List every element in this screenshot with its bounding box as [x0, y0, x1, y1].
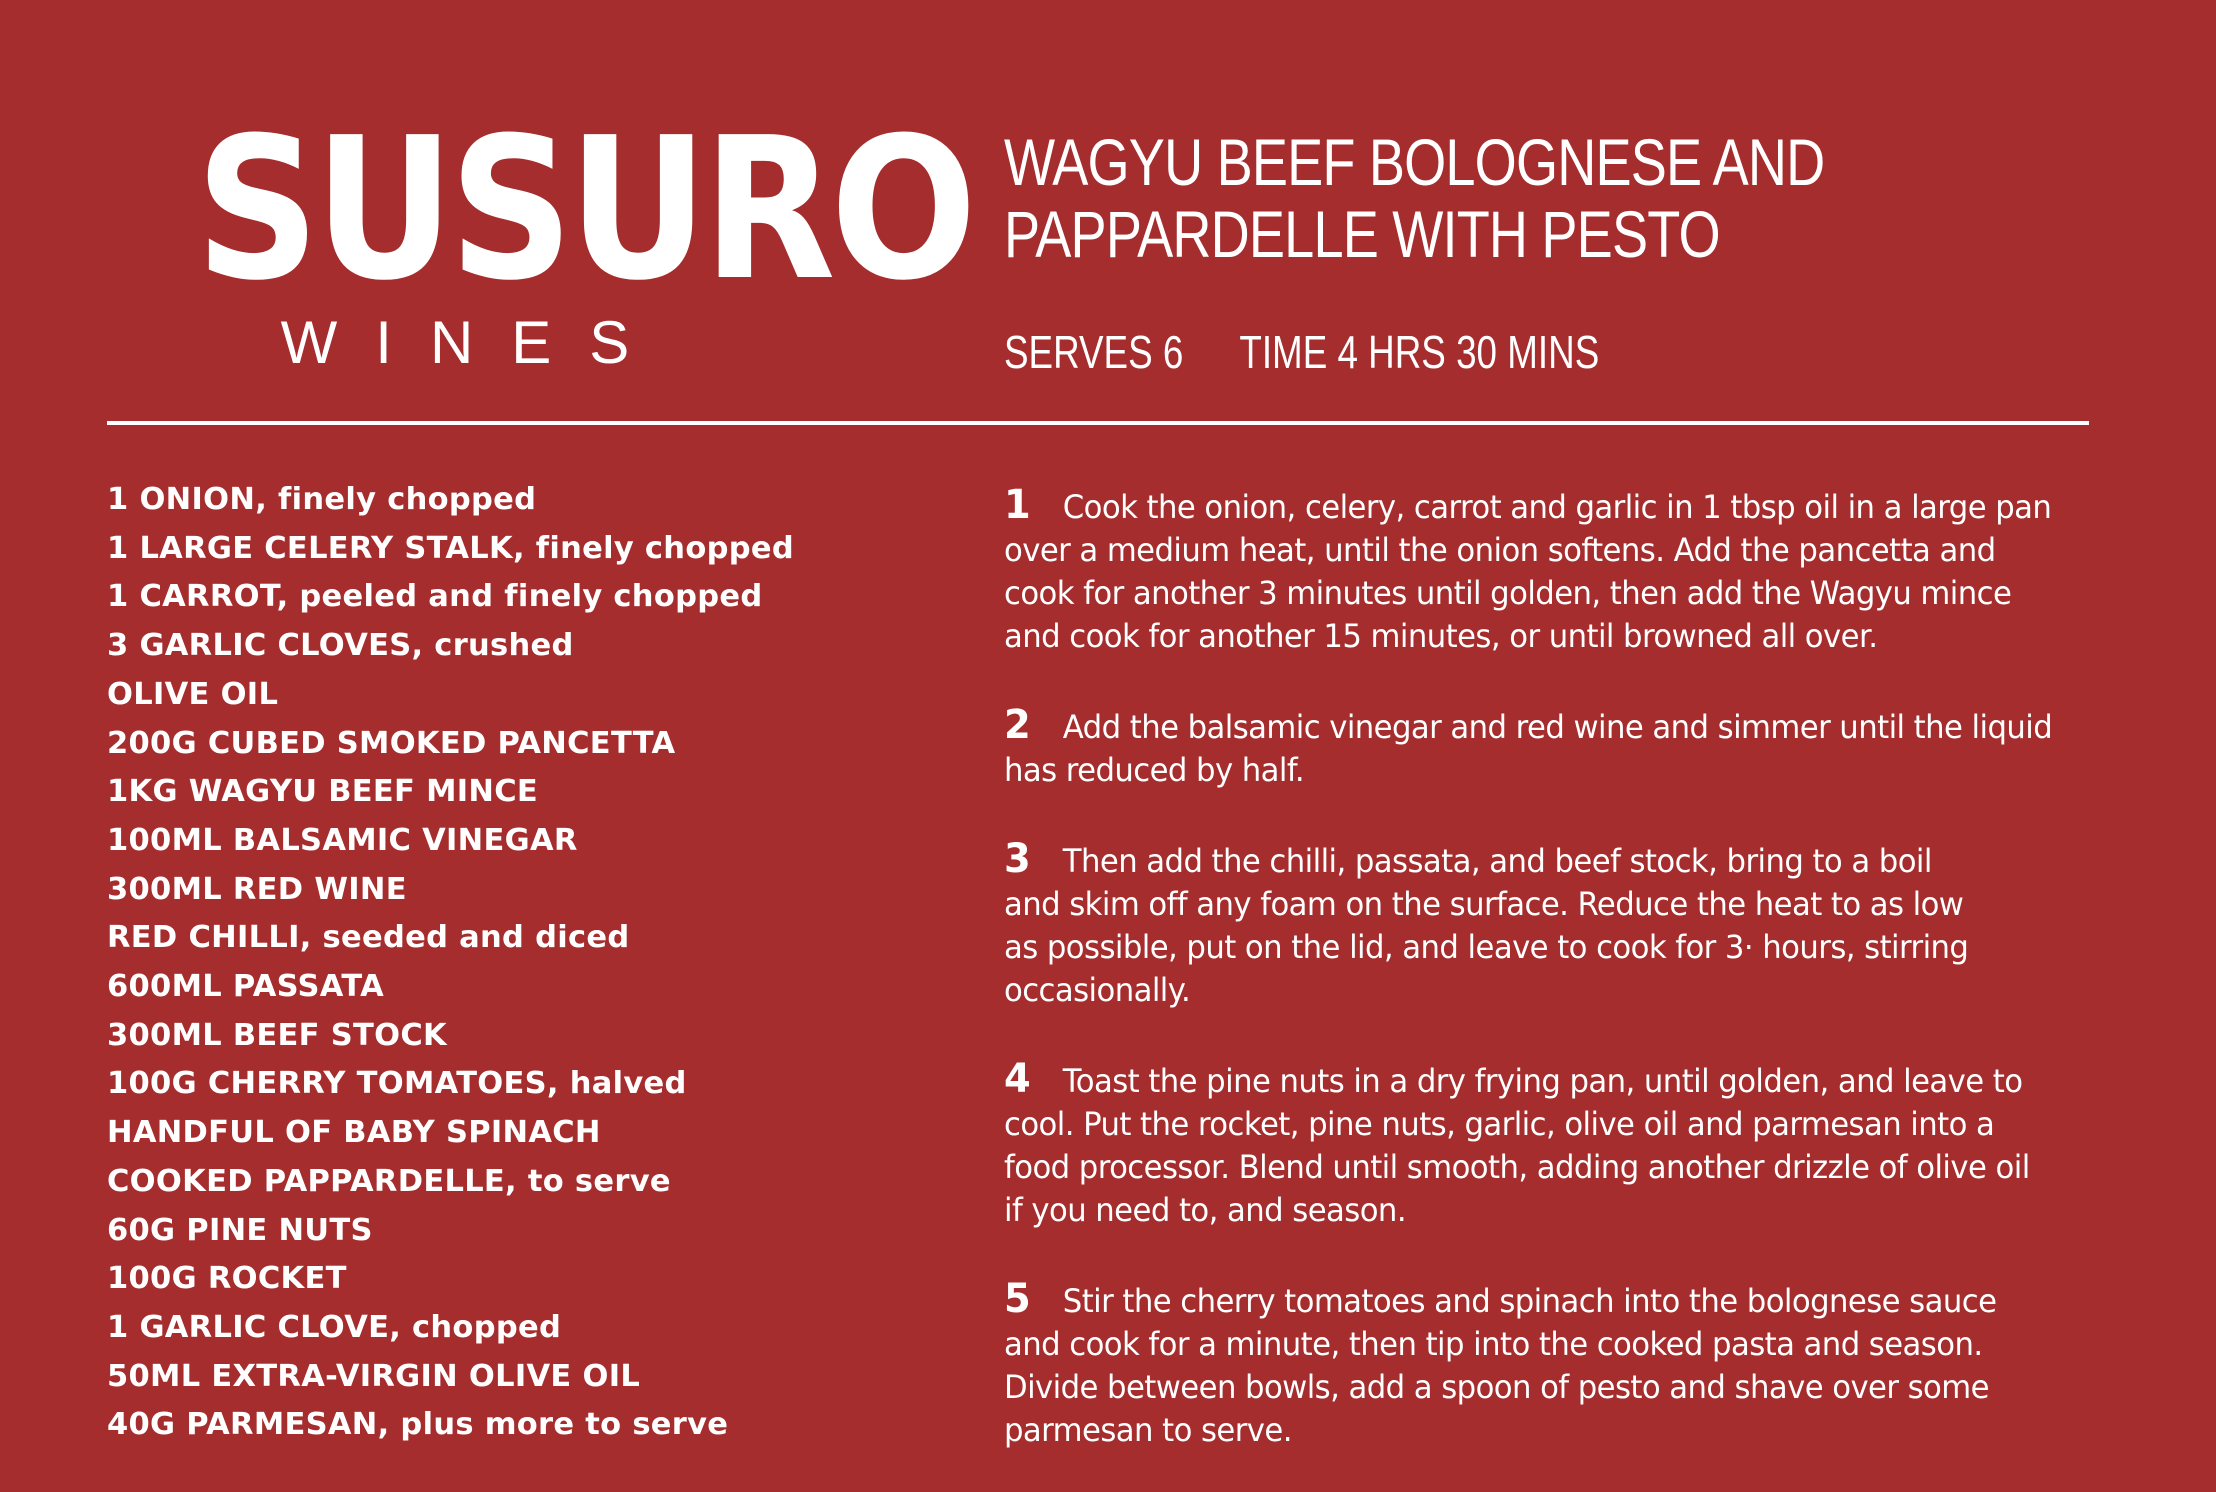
- method-step: [1004, 1278, 2098, 1452]
- method-step-line: as possible, put on the lid, and leave to cook for 3· hours, stirring: [1004, 928, 1969, 966]
- ingredient-note: peeled and finely chopped: [288, 579, 763, 615]
- method-step-line: Divide between bowls, add a spoon of pesto and shave over some: [1004, 1368, 1989, 1406]
- step-number: 1: [1004, 482, 1031, 528]
- step-text: Cook the onion, celery, carrot and garlic in 1 tbsp oil in a large pan: [1062, 488, 2052, 526]
- brand-name: SUSURO: [195, 96, 972, 324]
- ingredient-name: 50ML EXTRA-VIRGIN OLIVE OIL: [107, 1358, 641, 1394]
- ingredient-note: to serve: [516, 1163, 671, 1199]
- ingredient-name: 300ML RED WINE: [107, 871, 407, 907]
- ingredient-name: 200G CUBED SMOKED PANCETTA: [107, 725, 676, 761]
- method-step-line: over a medium heat, until the onion softens. Add the pancetta and: [1004, 531, 1996, 569]
- ingredient-note: plus more to serve: [389, 1407, 729, 1443]
- ingredient-name: 3 GARLIC CLOVES,: [107, 628, 424, 664]
- recipe-title-line: PAPPARDELLE WITH PESTO: [1004, 197, 1720, 271]
- method-step-line: and cook for another 15 minutes, or until browned all over.: [1004, 617, 1878, 655]
- method-step-line: cool. Put the rocket, pine nuts, garlic, olive oil and parmesan into a: [1004, 1105, 1995, 1143]
- ingredient-name: OLIVE OIL: [107, 676, 279, 712]
- method-step-line: [1004, 1058, 2098, 1103]
- brand-subtitle: WINES: [280, 309, 668, 376]
- method-step-line: and skim off any foam on the surface. Reduce the heat to as low: [1004, 885, 1964, 923]
- step-text: Toast the pine nuts in a dry frying pan, until golden, and leave to: [1062, 1062, 2023, 1100]
- step-number: 2: [1004, 702, 1031, 748]
- method-step-line: [1004, 1278, 2098, 1323]
- ingredient-note: seeded and diced: [311, 920, 630, 956]
- ingredient-name: COOKED PAPPARDELLE,: [107, 1163, 517, 1199]
- ingredient-item: [107, 525, 947, 574]
- serves-label: SERVES 6: [1004, 326, 1184, 378]
- ingredient-item: [107, 1401, 947, 1450]
- ingredient-name: 1 GARLIC CLOVE,: [107, 1309, 402, 1345]
- method-step-line: [1004, 484, 2098, 529]
- step-number: 5: [1004, 1276, 1031, 1322]
- ingredient-item: [107, 866, 947, 915]
- ingredient-item: [107, 476, 947, 525]
- ingredients-list: [107, 476, 947, 1450]
- ingredient-note: chopped: [401, 1309, 562, 1345]
- ingredient-item: [107, 671, 947, 720]
- ingredient-item: [107, 768, 947, 817]
- recipe-title: [1004, 126, 1906, 270]
- ingredient-item: [107, 1304, 947, 1353]
- ingredient-name: 100ML BALSAMIC VINEGAR: [107, 822, 578, 858]
- ingredient-name: 300ML BEEF STOCK: [107, 1017, 447, 1053]
- ingredient-item: [107, 1207, 947, 1256]
- method-step-line: cook for another 3 minutes until golden, then add the Wagyu mince: [1004, 574, 2012, 612]
- method-step: [1004, 1058, 2098, 1232]
- ingredient-item: [107, 1109, 947, 1158]
- step-text: Then add the chilli, passata, and beef stock, bring to a boil: [1062, 842, 1932, 880]
- ingredient-item: [107, 1012, 947, 1061]
- step-text: Add the balsamic vinegar and red wine and simmer until the liquid: [1062, 708, 2053, 746]
- step-number: 4: [1004, 1056, 1031, 1102]
- ingredient-item: [107, 1060, 947, 1109]
- method-step-line: has reduced by half.: [1004, 751, 1305, 789]
- ingredient-item: [107, 1255, 947, 1304]
- ingredient-item: [107, 573, 947, 622]
- method-step: [1004, 484, 2098, 658]
- header-divider: [107, 421, 2089, 425]
- method-steps: [1004, 484, 2104, 1452]
- ingredient-name: HANDFUL OF BABY SPINACH: [107, 1115, 601, 1151]
- ingredient-name: 100G ROCKET: [107, 1261, 347, 1297]
- method-step-line: if you need to, and season.: [1004, 1191, 1407, 1229]
- method-step-line: parmesan to serve.: [1004, 1411, 1292, 1449]
- method-step: [1004, 838, 2098, 1012]
- method-step-line: and cook for a minute, then tip into the cooked pasta and season.: [1004, 1325, 1983, 1363]
- method-step-line: food processor. Blend until smooth, adding another drizzle of olive oil: [1004, 1148, 2030, 1186]
- ingredient-item: [107, 817, 947, 866]
- ingredient-name: RED CHILLI,: [107, 920, 312, 956]
- ingredient-name: 600ML PASSATA: [107, 969, 384, 1005]
- ingredient-item: [107, 622, 947, 671]
- recipe-meta: [1004, 324, 1599, 380]
- time-label: TIME 4 HRS 30 MINS: [1239, 326, 1600, 378]
- step-number: 3: [1004, 836, 1031, 882]
- ingredient-item: [107, 1158, 947, 1207]
- ingredient-item: [107, 720, 947, 769]
- method-step: [1004, 704, 2098, 792]
- method-step-line: [1004, 838, 2098, 883]
- ingredient-name: 1 LARGE CELERY STALK,: [107, 530, 525, 566]
- ingredient-note: crushed: [423, 628, 574, 664]
- ingredient-item: [107, 963, 947, 1012]
- ingredient-name: 60G PINE NUTS: [107, 1212, 373, 1248]
- ingredient-note: finely chopped: [524, 530, 794, 566]
- step-text: Stir the cherry tomatoes and spinach into the bolognese sauce: [1062, 1282, 1997, 1320]
- ingredient-item: [107, 914, 947, 963]
- ingredient-name: 1 ONION,: [107, 482, 268, 517]
- method-step-line: occasionally.: [1004, 971, 1191, 1009]
- ingredient-note: finely chopped: [267, 482, 537, 517]
- ingredient-name: 40G PARMESAN,: [107, 1407, 390, 1443]
- brand-logo: [160, 96, 972, 377]
- method-step-line: [1004, 704, 2098, 749]
- ingredient-note: halved: [558, 1066, 687, 1102]
- recipe-title-line: WAGYU BEEF BOLOGNESE AND: [1004, 125, 1825, 199]
- ingredient-name: 100G CHERRY TOMATOES,: [107, 1066, 559, 1102]
- ingredient-item: [107, 1353, 947, 1402]
- ingredient-name: 1KG WAGYU BEEF MINCE: [107, 774, 539, 810]
- ingredient-name: 1 CARROT,: [107, 579, 289, 615]
